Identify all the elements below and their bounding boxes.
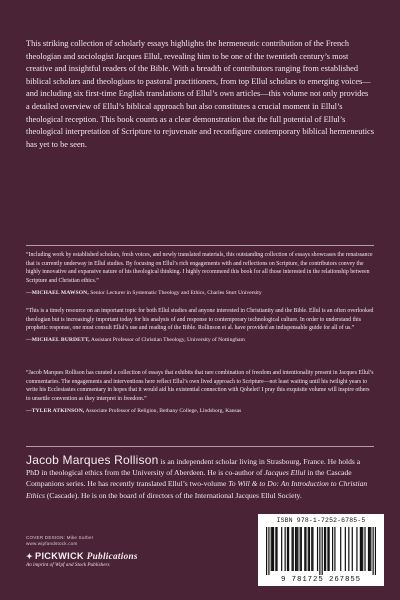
barcode-digits: 9 781725 267855 <box>280 576 362 584</box>
publisher-logo <box>26 551 226 561</box>
barcode-bar <box>291 527 292 571</box>
book-blurb: This striking collection of scholarly essays highlights the hermeneutic contribution of the French theologian and sociologist Jacques Ellul, revealing him to be one of the twentieth century’s most creative and insightful readers of the Bible. With a breadth of contributors ranging from established biblical scholars and theologians to pastoral practitioners, from top Ellul scholars to emerging voices—and including six first-time English translations of Ellul’s own articles—this volume not only provides a detailed overview of Ellul’s biblical approach but also constitutes a crucial moment in Ellul’s theological reception. This book counts as a clear demonstration that the full potential of Ellul’s theological interpretation of Scripture to rejuvenate and reconfigure contemporary biblical hermeneutics has yet to be seen. <box>26 39 374 149</box>
endorsement-attribution <box>26 289 374 298</box>
barcode-bar <box>322 527 323 575</box>
barcode-bar <box>370 527 371 571</box>
barcode-bar <box>317 527 318 571</box>
publisher-credits <box>26 535 226 568</box>
barcode-bar <box>288 527 289 571</box>
endorser-name: —MICHAEL MAWSON, <box>26 289 89 296</box>
barcode-bar <box>334 527 335 571</box>
barcode-bar <box>373 527 374 575</box>
barcode-bar <box>325 527 326 571</box>
endorsement-attribution <box>26 336 374 345</box>
cover-design-credit: COVER DESIGN: Mike Surber <box>26 535 94 540</box>
barcode-bar <box>272 527 273 571</box>
barcode-bar <box>271 527 272 571</box>
barcode-bar <box>301 527 302 571</box>
barcode-bar <box>356 527 357 571</box>
barcode-bar <box>266 527 267 575</box>
barcode-bar <box>311 527 312 571</box>
barcode-bar <box>329 527 330 571</box>
isbn-label: ISBN 978-1-7252-6785-5 <box>276 517 366 524</box>
barcode-bar <box>281 527 282 571</box>
barcode-bar <box>273 527 274 571</box>
author-name: Jacob Marques Rollison <box>26 453 159 467</box>
barcode-bar <box>300 527 301 571</box>
barcode-bar <box>268 527 269 575</box>
barcode-box <box>258 514 384 586</box>
bio-text: (Cascade). He is on the board of directors of the International Jacques Ellul Society. <box>44 490 302 500</box>
endorser-affiliation: Senior Lecturer in Systematic Theology and Ethics, Charles Sturt University <box>90 289 262 296</box>
endorsement-2 <box>26 307 374 345</box>
barcode-bar <box>312 527 313 571</box>
endorsement-attribution <box>26 407 374 416</box>
endorsement-quote: “This is a timely resource on an important topic for both Ellul studies and anyone interested in Christianity and the Bible. Ellul is an often overlooked theologian but is increasingly important today for his analysis of and response to contemporary technological culture. In order to understand this prophetic response, one must consult Ellul’s use and reading of the Bible. Rollinson et al. have provided an indispensable guide for all of us.” <box>26 308 374 332</box>
publisher-name-italic: Publications <box>86 551 138 561</box>
barcode-bar <box>285 527 286 571</box>
barcode-bar <box>364 527 365 571</box>
bio-text: is an independent scholar living in Strasbourg, France. He holds a PhD in theological ethics from the University of Aberdeen. He is co-author of <box>26 457 361 478</box>
barcode-bar <box>362 527 363 571</box>
endorsement-3 <box>26 369 374 416</box>
endorsement-quote: “Including work by established scholars, fresh voices, and newly translated materials, this outstanding collection of essays showcases the renaissance that is currently underway in Ellul studies. By focusing on Ellul’s rich engagements with and reflections on Scripture, the contributors convey the highly innovative and expansive nature of his theological thinking. I highly recommend this book for all those interested in the relationship between Scripture and Christian ethics.” <box>26 252 373 285</box>
barcode-bar <box>319 527 320 575</box>
barcode-bar <box>348 527 349 571</box>
barcode-bar <box>304 527 305 571</box>
divider-rule <box>26 446 374 447</box>
endorser-affiliation: Assistant Professor of Christian Theology, University of Nottingham <box>90 337 245 344</box>
barcode-bar <box>345 527 346 571</box>
barcode-bar <box>276 527 277 571</box>
barcode-bar <box>275 527 276 571</box>
divider-rule <box>26 245 374 246</box>
publisher-website: www.wipfandstock.com <box>26 541 78 546</box>
barcode-bar <box>308 527 309 571</box>
barcode-bar <box>352 527 353 571</box>
barcode-bar <box>369 527 370 571</box>
barcode-icon <box>266 527 376 575</box>
imprint-line: An imprint of Wipf and Stock Publishers <box>26 562 110 568</box>
book-title: To Will & to Do: An Introduction to Christian Ethics <box>26 479 368 500</box>
publisher-star-icon: ✦ <box>26 552 34 561</box>
barcode-bar <box>305 527 306 571</box>
barcode-bar <box>360 527 361 571</box>
barcode-bar <box>368 527 369 571</box>
barcode-bar <box>296 527 297 571</box>
bio-text: in the Cascade Companions series. He has recently translated Ellul’s two-volume <box>26 468 352 489</box>
endorser-name: —TYLER ATKINSON, <box>26 407 85 414</box>
endorsement-1 <box>26 251 374 298</box>
barcode-bar <box>327 527 328 571</box>
barcode-bar <box>340 527 341 571</box>
barcode-bar <box>295 527 296 571</box>
barcode-bar <box>324 527 325 571</box>
barcode-bar <box>361 527 362 571</box>
barcode-bar <box>309 527 310 571</box>
barcode-bar <box>293 527 294 571</box>
endorser-name: —MICHAEL BURDETT, <box>26 337 90 344</box>
barcode-bar <box>287 527 288 571</box>
barcode-bar <box>297 527 298 571</box>
endorsement-quote: “Jacob Marques Rollison has curated a collection of essays that exhibits that rare combination of freedom and intentionality present in Jacques Ellul’s commentaries. The engagements and interventions here reflect Ellul’s own lived approach to Scripture—not least waiting until his twilight years to write his Ecclesiastes commentary in hopes that it would aid his existential connection with Qohelet! I pray this exquisite volume will inspire others to unsettle convention as they interpret in freedom.” <box>26 370 374 403</box>
author-bio <box>26 455 374 501</box>
endorser-affiliation: Associate Professor of Religion, Bethany College, Lindsborg, Kansas <box>85 407 242 414</box>
barcode-bar <box>332 527 333 571</box>
publisher-name: PICKWICK <box>35 551 84 561</box>
book-title: Jacques Ellul <box>264 468 306 478</box>
barcode-bar <box>375 527 376 575</box>
